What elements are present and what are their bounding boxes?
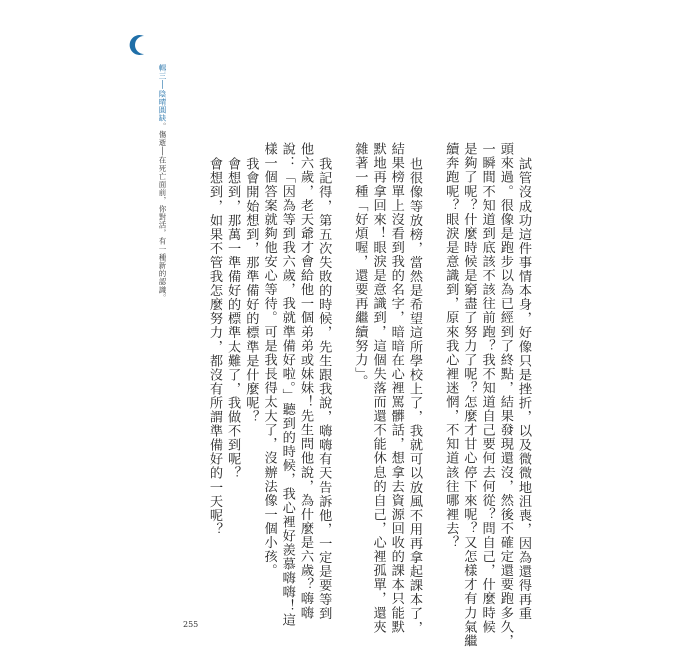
text-column: 會想到，那萬一準備好的標準太難了，我做不到呢？ (225, 157, 241, 481)
text-column: 樣一個答案就夠他安心等待。可是我長得太大了，沒辦法像一個小孩。 (261, 142, 277, 578)
text-column: 會想到，如果不管我怎麼努力，都沒有所謂準備好的一天呢？ (206, 157, 222, 537)
paragraph-gap (332, 142, 350, 542)
text-column: 默地再拿回來！眼淚是意識到，這個失落而還不能休息的自己，心裡孤單，還夾 (370, 142, 386, 634)
text-column: 續奔跑呢？眼淚是意識到，原來我心裡迷惘，不知道該往哪裡去？ (443, 142, 459, 550)
chapter-title: 輯三│陰晴圓缺 (158, 64, 167, 123)
paragraph-gap (423, 142, 441, 542)
text-column: 我會開始想到，那準備好的標準是什麼呢？ (243, 157, 259, 424)
page-number: 255 (183, 620, 199, 629)
crescent-moon-icon (129, 34, 151, 56)
text-column: 他六歲，老天爺才會給他一個弟弟或妹妹！先生問他說，為什麼是六歲？嗨嗨 (297, 142, 313, 620)
text-column: 是夠了呢？什麼時候是窮盡了努力了呢？怎麼才甘心停下來呢？又怎樣才有力氣繼 (461, 142, 477, 648)
text-column: 試管沒成功這件事情本身，好像只是挫折，以及微微地沮喪，因為還得再重 (516, 157, 531, 621)
text-column: 也很像等放榜，當然是希望這所學校上了，我就可以放風不用再拿起課本了， (406, 157, 422, 635)
text-column: 一瞬間不知道到底該不該往前跑？我不知道自己要何去何從？問自己，什麼時候 (479, 142, 495, 634)
text-column: 頭來過。很像是跑步以為已經到了終點，結果發現還沒，然後不確定還要跑多久， (497, 142, 513, 648)
text-column: 結果榜單上沒看到我的名字，暗暗在心裡罵髒話，想拿去資源回收的課本只能默 (388, 142, 404, 634)
text-column: 說：「因為等到我六歲，我就準備好啦。」聽到的時候，我心裡好羨慕嗨嗨！這 (279, 142, 295, 628)
text-column: 我記得，第五次失敗的時候，先生跟我說，嗨嗨有天告訴他，一定是要等到 (316, 157, 332, 621)
text-column: 雜著一種「好煩喔，還要再繼續努力」。 (352, 142, 368, 389)
chapter-subtitle: 。傷逝│在死亡面前，你對活，有一種新的認識。 (158, 122, 167, 302)
